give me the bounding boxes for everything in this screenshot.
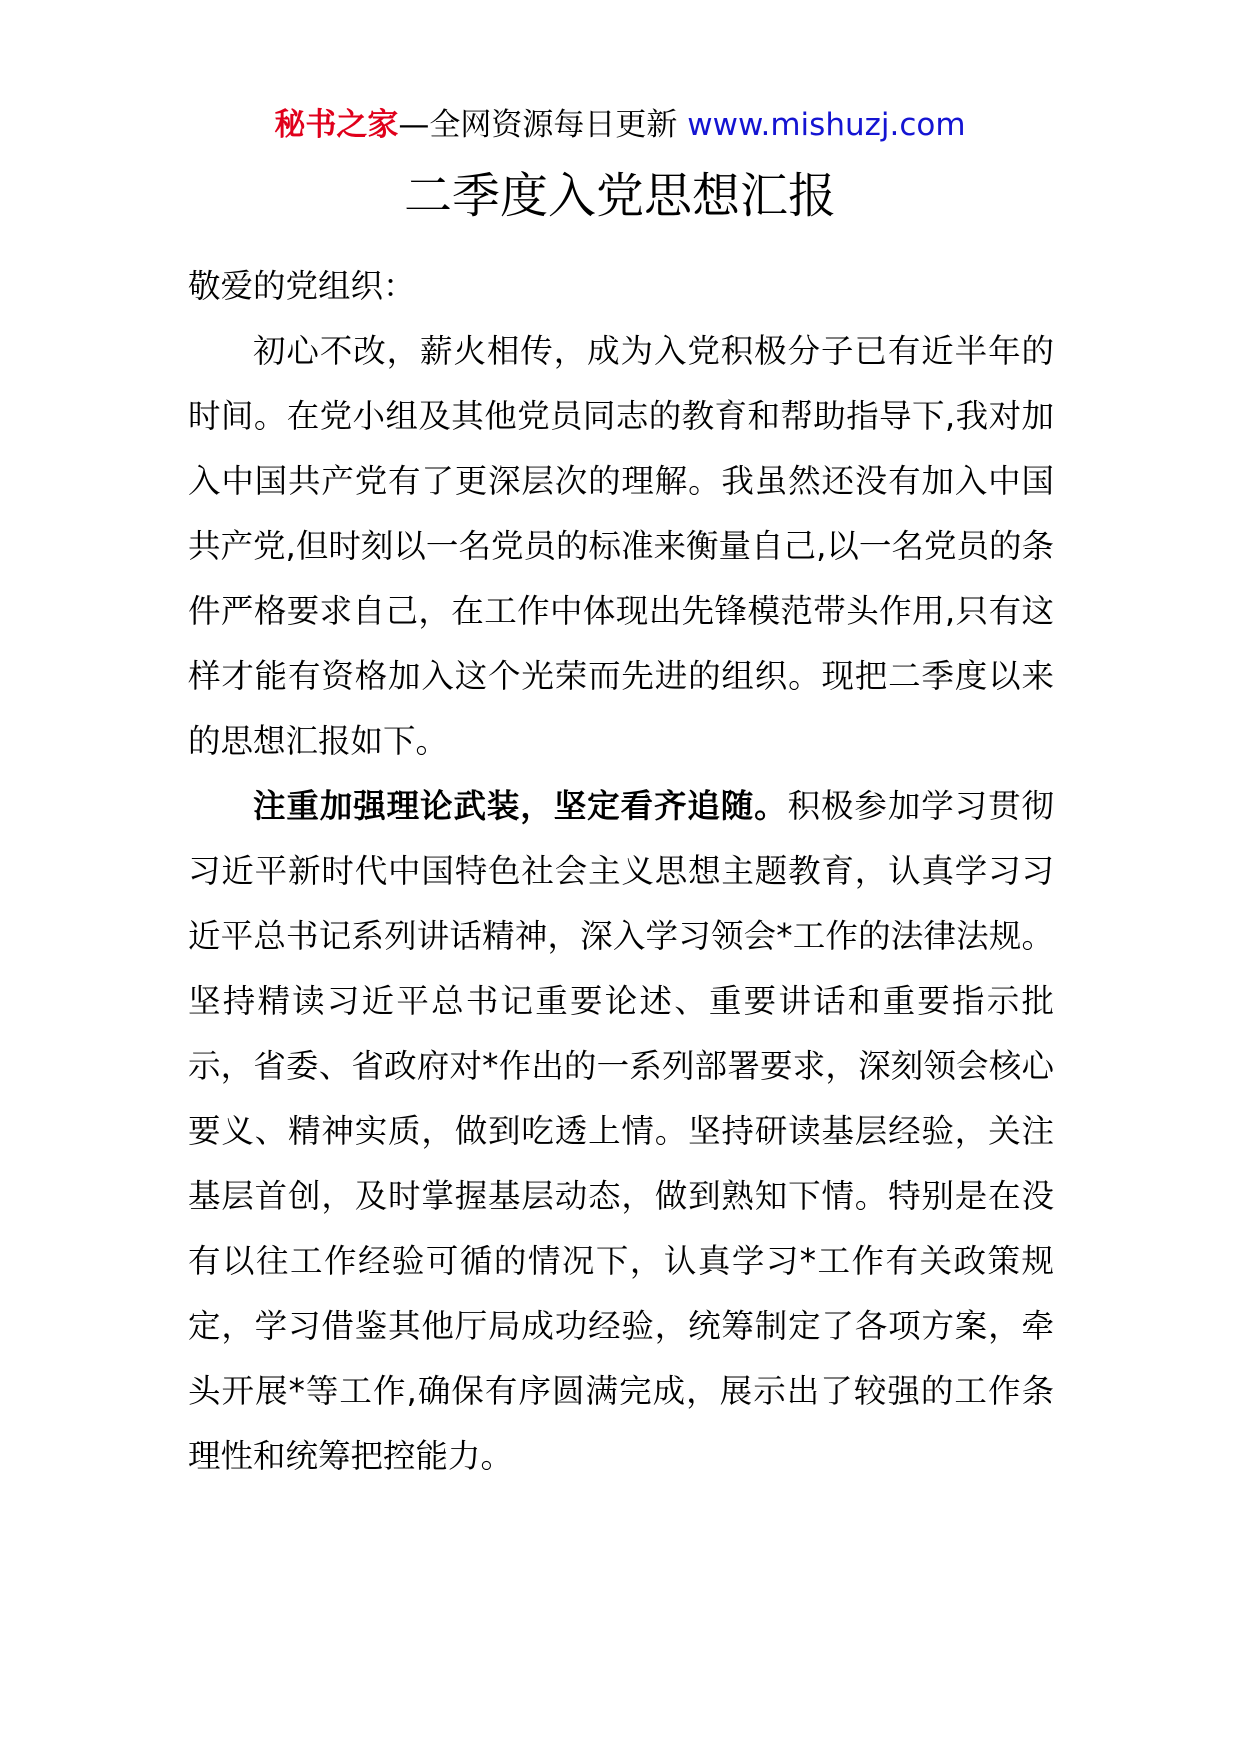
paragraph-theory-text: 积极参加学习贯彻习近平新时代中国特色社会主义思想主题教育，认真学习习近平总书记系列讲话精神，深入学习领会*工作的法律法规。坚持精读习近平总书记重要论述、重要讲话和重要指示批示，省委、省政府对*作出的一系列部署要求，深刻领会核心要义、精神实质，做到吃透上情。坚持研读基层经验，关注基层首创，及时掌握基层动态，做到熟知下情。特别是在没有以往工作经验可循的情况下，认真学习*工作有关政策规定，学习借鉴其他厅局成功经验，统筹制定了各项方案，牵头开展*等工作,确保有序圆满完成，展示出了较强的工作条理性和统筹把控能力。 (188, 787, 1054, 1475)
paragraph-heading: 注重加强理论武装，坚定看齐追随。 (253, 787, 788, 825)
paragraph-theory (188, 774, 1054, 1489)
brand-name: 秘书之家 (274, 107, 399, 143)
site-url-link[interactable]: www.mishuzj.com (687, 107, 966, 143)
header-tagline: —全网资源每日更新 (398, 107, 678, 143)
site-header (0, 100, 1240, 150)
document-body (188, 254, 1054, 1489)
paragraph-intro: 初心不改，薪火相传，成为入党积极分子已有近半年的时间。在党小组及其他党员同志的教育和帮助指导下,我对加入中国共产党有了更深层次的理解。我虽然还没有加入中国共产党,但时刻以一名党员的标准来衡量自己,以一名党员的条件严格要求自己，在工作中体现出先锋模范带头作用,只有这样才能有资格加入这个光荣而先进的组织。现把二季度以来的思想汇报如下。 (188, 332, 1054, 760)
document-title: 二季度入党思想汇报 (403, 168, 836, 224)
salutation: 敬爱的党组织： (188, 267, 416, 305)
